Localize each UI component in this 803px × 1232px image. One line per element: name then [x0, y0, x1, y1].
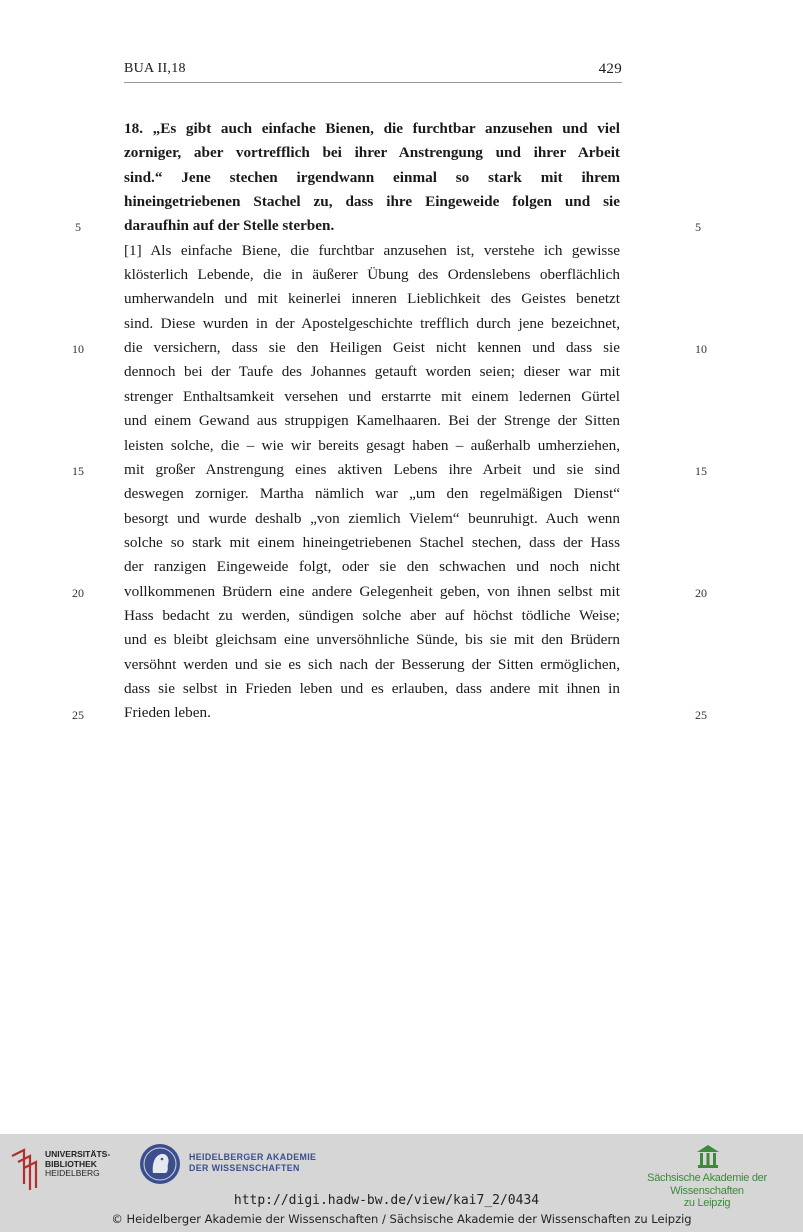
commentary-line: Frieden leben. [124, 704, 211, 722]
commentary-line: vollkommenen Brüdern eine andere Gelegenheit geben, von ihnen selbst mit [124, 582, 620, 600]
line-number-left: 15 [72, 464, 84, 478]
commentary-line: Hass bedacht zu werden, sündigen solche aber auf höchst tödliche Weise; [124, 606, 620, 624]
lemma-line: sind.“ Jene stechen irgendwann einmal so stark mit ihrem [124, 168, 620, 186]
commentary-line: besorgt und wurde deshalb „von ziemlich Vielem“ beunruhigt. Auch wenn [124, 509, 620, 527]
commentary-line: und es bleibt gleichsam eine unversöhnliche Sünde, bis sie mit den Brüdern [124, 631, 620, 649]
commentary-line: der ranzigen Eingeweide folgt, oder sie den schwachen und noch nicht [124, 558, 620, 576]
university-library-name: UNIVERSITÄTS- BIBLIOTHEK HEIDELBERG [45, 1149, 111, 1178]
saxon-academy-building-icon [695, 1143, 721, 1169]
commentary-line: [1] Als einfache Biene, die furchtbar anzusehen ist, verstehe ich gewisse [124, 241, 620, 259]
line-number-left: 20 [72, 586, 84, 600]
line-number-right: 10 [695, 342, 707, 356]
commentary-line: die versichern, dass sie den Heiligen Geist nicht kennen und dass sie [124, 339, 620, 357]
line-number-left: 25 [72, 708, 84, 722]
commentary-line: versöhnt werden und sie es sich nach der Besserung der Sitten ermöglichen, [124, 655, 620, 673]
saxon-academy-name: Sächsische Akademie der Wissenschaften zu Leipzig [647, 1172, 767, 1209]
copyright-notice: © Heidelberger Akademie der Wissenschaften / Sächsische Akademie der Wissenschaften zu Leipzig [111, 1212, 692, 1226]
commentary-line: dass sie selbst in Frieden leben und es erlauben, dass andere mit ihnen in [124, 679, 620, 697]
line-number-right: 20 [695, 586, 707, 600]
commentary-line: dennoch bei der Taufe des Johannes getauft worden seien; dieser war mit [124, 363, 620, 381]
provider-footer [0, 1134, 803, 1232]
commentary-line: sind. Diese wurden in der Apostelgeschichte trefflich durch jene bezeichnet, [124, 314, 620, 332]
commentary-line: deswegen zorniger. Martha nämlich war „um den regelmäßigen Dienst“ [124, 485, 620, 503]
commentary-line: und einem Gewand aus struppigen Kamelhaaren. Bei der Strenge der Sitten [124, 412, 620, 430]
lemma-line: hineingetriebenen Stachel zu, dass ihre Eingeweide folgen und sie [124, 193, 620, 211]
commentary-line: strenger Enthaltsamkeit versehen und erstarrte mit einem ledernen Gürtel [124, 387, 620, 405]
commentary-line: klösterlich Lebende, die in äußerer Übung des Ordenslebens oberflächlich [124, 266, 620, 284]
commentary-line: leisten solche, die – wie wir bereits gesagt haben – außerhalb umherziehen, [124, 436, 620, 454]
siglum: BUA II,18 [124, 61, 186, 76]
lemma-line: zorniger, aber vortrefflich bei ihrer Anstrengung und ihrer Arbeit [124, 144, 620, 162]
line-number-right: 5 [695, 220, 701, 234]
academy-seal-icon [139, 1143, 181, 1185]
line-number-left: 5 [75, 220, 81, 234]
commentary-line: mit großer Anstrengung eines aktiven Lebens ihre Arbeit und sie sind [124, 460, 620, 478]
lemma-block [124, 117, 620, 239]
page-number: 429 [598, 61, 622, 77]
lemma-line: 18. „Es gibt auch einfache Bienen, die furchtbar anzusehen und viel [124, 120, 620, 137]
commentary-line: umherwandeln und mit keinerlei inneren Lieblichkeit des Geistes benetzt [124, 290, 620, 308]
lemma-line: daraufhin auf der Stelle sterben. [124, 217, 335, 235]
line-number-right: 25 [695, 708, 707, 722]
line-number-right: 15 [695, 464, 707, 478]
permalink-url[interactable]: http://digi.hadw-bw.de/view/kai7_2/0434 [233, 1193, 540, 1208]
commentary-line: solche so stark mit einem hineingetriebenen Stachel stechen, dass der Hass [124, 533, 620, 551]
running-head [124, 60, 622, 83]
heidelberg-academy-name: HEIDELBERGER AKADEMIE DER WISSENSCHAFTEN [189, 1152, 317, 1173]
line-number-left: 10 [72, 342, 84, 356]
commentary-block [124, 239, 620, 726]
